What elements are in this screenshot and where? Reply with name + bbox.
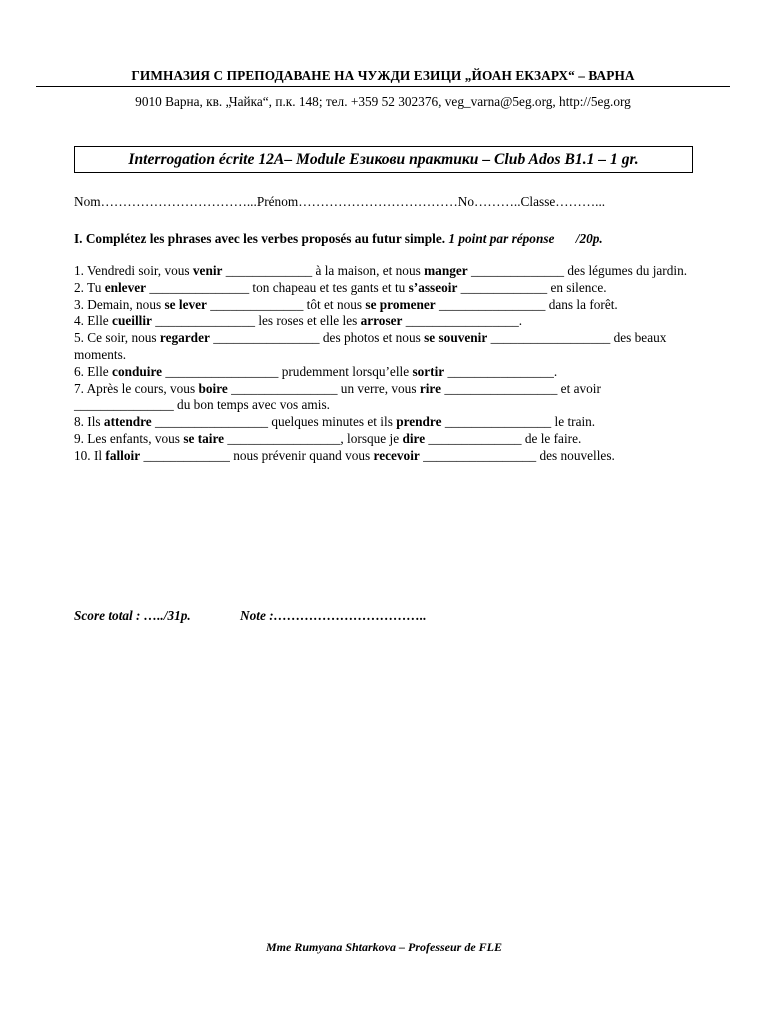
- verb-to-conjugate: regarder: [159, 330, 210, 346]
- exercise-item: [74, 263, 699, 280]
- item-text: ________________ le train.: [441, 414, 596, 430]
- exercise-item: [74, 431, 699, 448]
- item-text: ________________ un verre, vous: [227, 380, 420, 396]
- exam-title-text: Interrogation écrite 12A– Module Езикови практики – Club Ados B1.1 – 1 gr.: [128, 150, 639, 168]
- school-name: ГИМНАЗИЯ С ПРЕПОДАВАНЕ НА ЧУЖДИ ЕЗИЦИ „ЙОАН ЕКЗАРХ“ – ВАРНА: [131, 68, 635, 83]
- exercise-item: [74, 448, 699, 465]
- exercise-items: [74, 263, 699, 465]
- score-row: [74, 608, 427, 624]
- verb-to-conjugate: attendre: [103, 414, 152, 430]
- exercise-item: [74, 414, 699, 431]
- exercise-item: [74, 330, 699, 364]
- item-text: 8. Ils: [74, 414, 104, 430]
- item-text: _____________ nous prévenir quand vous: [140, 447, 374, 463]
- item-text: _________________ des nouvelles.: [419, 447, 615, 463]
- exercise-item: [74, 313, 699, 330]
- verb-to-conjugate: manger: [424, 263, 468, 278]
- header-divider: [36, 86, 730, 87]
- item-text: _____________ en silence.: [457, 279, 607, 295]
- verb-to-conjugate: recevoir: [373, 447, 420, 463]
- verb-to-conjugate: se taire: [183, 430, 225, 446]
- verb-to-conjugate: arroser: [360, 313, 403, 329]
- item-text: 7. Après le cours, vous: [74, 380, 199, 396]
- item-text: 6. Elle: [74, 363, 113, 379]
- exercise-total: /20p.: [575, 231, 603, 246]
- score-total: Score total : …../31p.: [74, 608, 191, 623]
- item-text: 5. Ce soir, nous: [74, 330, 160, 346]
- item-text: 4. Elle: [74, 313, 113, 329]
- verb-to-conjugate: conduire: [112, 363, 163, 379]
- item-text: __________________ des beaux moments.: [74, 330, 667, 362]
- teacher-signature-line: Mme Rumyana Shtarkova – Professeur de FLE: [265, 940, 502, 954]
- exam-title: [74, 146, 693, 173]
- item-text: _________________, lorsque je: [224, 430, 403, 446]
- exercise-item: [74, 364, 699, 381]
- school-address: 9010 Варна, кв. „Чайка“, п.к. 148; тел. +359 52 302376, veg_varna@5eg.org, http://5eg.org: [135, 94, 631, 109]
- exercise-item: [74, 381, 699, 415]
- verb-to-conjugate: s’asseoir: [408, 279, 458, 295]
- exercise-item: [74, 280, 699, 297]
- item-text: ______________ de le faire.: [425, 430, 582, 446]
- student-info-line: Nom……………………………...Prénom………………………………No………..Classe………...: [74, 194, 606, 209]
- verb-to-conjugate: boire: [198, 380, 228, 396]
- verb-to-conjugate: falloir: [105, 447, 141, 463]
- verb-to-conjugate: prendre: [396, 414, 442, 430]
- item-text: _______________ les roses et elle les: [151, 313, 361, 329]
- verb-to-conjugate: enlever: [104, 279, 147, 295]
- item-text: 1. Vendredi soir, vous: [74, 263, 193, 278]
- item-text: 2. Tu: [74, 279, 105, 295]
- exercise-number: I.: [74, 231, 83, 246]
- item-text: _________________ prudemment lorsqu’elle: [162, 363, 413, 379]
- instruction-text: Complétez les phrases avec les verbes proposés au futur simple.: [85, 231, 446, 246]
- exercise-item: [74, 297, 699, 314]
- verb-to-conjugate: cueillir: [112, 313, 152, 329]
- item-text: ________________ des photos et nous: [209, 330, 425, 346]
- verb-to-conjugate: se lever: [164, 296, 207, 312]
- item-text: 10. Il: [74, 447, 106, 463]
- item-text: ______________ des légumes du jardin.: [467, 263, 688, 278]
- points-per-answer: 1 point par réponse: [448, 231, 555, 246]
- verb-to-conjugate: dire: [402, 430, 426, 446]
- exercise-instruction: [74, 231, 699, 247]
- item-text: _________________ quelques minutes et ils: [151, 414, 397, 430]
- note-field: Note :……………………………..: [240, 608, 427, 623]
- verb-to-conjugate: sortir: [412, 363, 445, 379]
- item-text: _____________ à la maison, et nous: [222, 263, 425, 278]
- item-text: _________________.: [402, 313, 523, 329]
- item-text: ________________ dans la forêt.: [435, 296, 618, 312]
- verb-to-conjugate: se promener: [365, 296, 436, 312]
- verb-to-conjugate: se souvenir: [424, 330, 488, 346]
- verb-to-conjugate: rire: [419, 380, 441, 396]
- item-text: ________________.: [444, 363, 558, 379]
- item-text: _______________ ton chapeau et tes gants et tu: [146, 279, 409, 295]
- item-text: 9. Les enfants, vous: [74, 430, 184, 446]
- verb-to-conjugate: venir: [192, 263, 223, 278]
- item-text: ______________ tôt et nous: [206, 296, 366, 312]
- item-text: _________________ et avoir _______________ du bon temps avec vos amis.: [74, 380, 601, 413]
- item-text: 3. Demain, nous: [74, 296, 165, 312]
